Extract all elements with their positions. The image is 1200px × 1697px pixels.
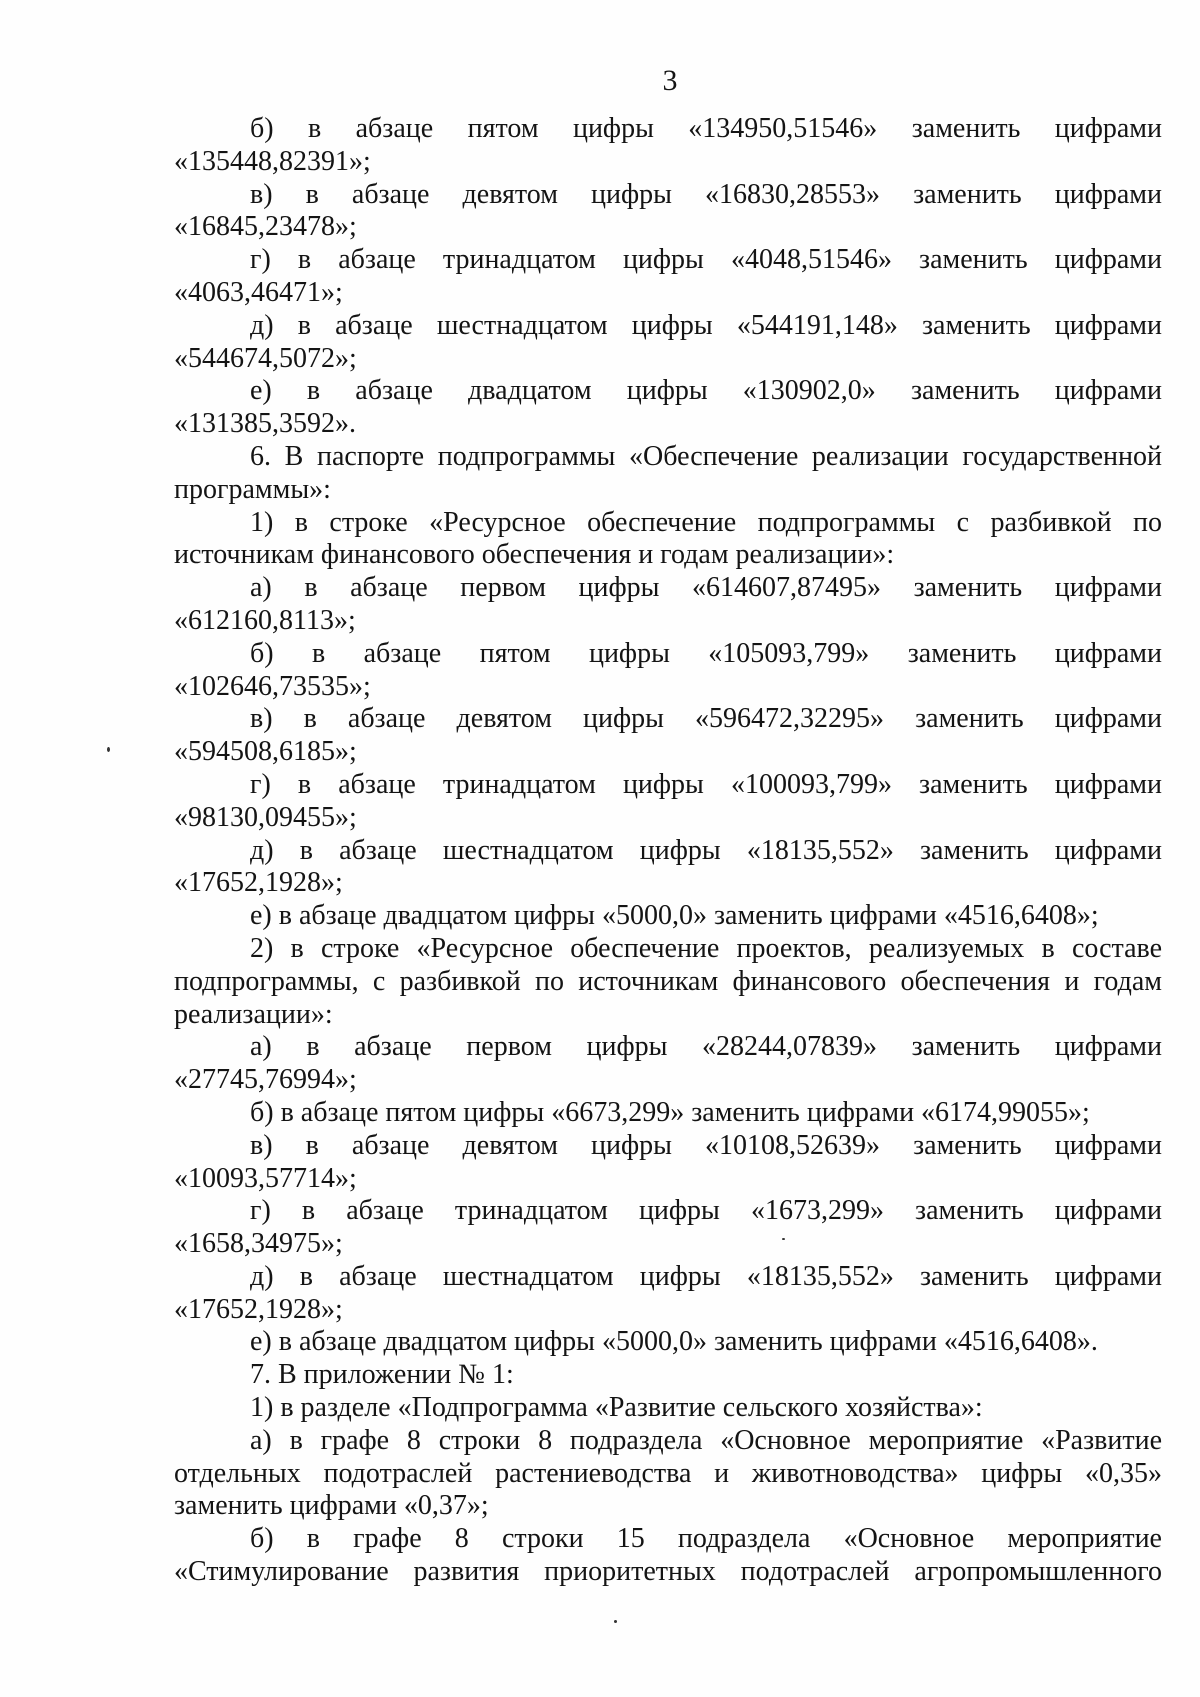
- paragraph-continuation: «135448,82391»;: [174, 145, 371, 177]
- paragraph: б) в абзаце пятом цифры «134950,51546» заменить цифрами: [250, 113, 1162, 144]
- paragraph: д) в абзаце шестнадцатом цифры «18135,552» заменить цифрами: [250, 834, 1162, 866]
- scan-speck: [107, 747, 110, 752]
- paragraph-continuation: «1658,34975»;: [174, 1228, 343, 1260]
- paragraph: е) в абзаце двадцатом цифры «5000,0» заменить цифрами «4516,6408»;: [250, 900, 1099, 932]
- paragraph-continuation: «131385,3592».: [174, 408, 356, 440]
- paragraph-continuation: «594508,6185»;: [174, 736, 357, 768]
- paragraph-continuation: «612160,8113»;: [174, 604, 356, 636]
- paragraph: д) в абзаце шестнадцатом цифры «18135,552» заменить цифрами: [250, 1260, 1162, 1292]
- paragraph: в) в абзаце девятом цифры «10108,52639» заменить цифрами: [250, 1129, 1162, 1161]
- paragraph: е) в абзаце двадцатом цифры «130902,0» заменить цифрами: [250, 375, 1162, 407]
- paragraph: а) в графе 8 строки 8 подраздела «Основное мероприятие «Развитие отдельных подотраслей растениеводства и животноводства» цифры «0,35» заменить цифрами «0,37»;: [174, 1424, 1162, 1522]
- scan-speck: [614, 1620, 617, 1623]
- paragraph-continuation: «17652,1928»;: [174, 867, 343, 899]
- paragraph-continuation: «98130,09455»;: [174, 801, 357, 833]
- paragraph: б) в графе 8 строки 15 подраздела «Основное мероприятие «Стимулирование развития приоритетных подотраслей агропромышленного: [174, 1523, 1162, 1588]
- paragraph-continuation: «544674,5072»;: [174, 342, 357, 374]
- paragraph-continuation: «102646,73535»;: [174, 670, 371, 702]
- paragraph-continuation: «16845,23478»;: [174, 211, 357, 243]
- paragraph: г) в абзаце тринадцатом цифры «1673,299» заменить цифрами: [250, 1195, 1162, 1227]
- paragraph: 1) в разделе «Подпрограмма «Развитие сельского хозяйства»:: [250, 1392, 983, 1424]
- paragraph: е) в абзаце двадцатом цифры «5000,0» заменить цифрами «4516,6408».: [250, 1326, 1098, 1358]
- paragraph: б) в абзаце пятом цифры «6673,299» заменить цифрами «6174,99055»;: [250, 1096, 1090, 1128]
- paragraph: в) в абзаце девятом цифры «596472,32295» заменить цифрами: [250, 703, 1162, 735]
- paragraph: а) в абзаце первом цифры «28244,07839» заменить цифрами: [250, 1031, 1162, 1063]
- paragraph-continuation: «4063,46471»;: [174, 276, 343, 308]
- paragraph: а) в абзаце первом цифры «614607,87495» заменить цифрами: [250, 572, 1162, 604]
- paragraph-continuation: «17652,1928»;: [174, 1293, 343, 1325]
- paragraph: в) в абзаце девятом цифры «16830,28553» заменить цифрами: [250, 178, 1162, 210]
- paragraph: б) в абзаце пятом цифры «105093,799» заменить цифрами: [250, 637, 1162, 669]
- document-body: [174, 113, 1162, 1589]
- scan-speck: [782, 1238, 785, 1240]
- paragraph-continuation: «10093,57714»;: [174, 1162, 357, 1194]
- page-number: 3: [662, 64, 678, 97]
- paragraph: 2) в строке «Ресурсное обеспечение проектов, реализуемых в составе подпрограммы, с разбивкой по источникам финансового обеспечения и годам реализации»:: [174, 932, 1162, 1030]
- paragraph-continuation: «27745,76994»;: [174, 1064, 357, 1096]
- paragraph: д) в абзаце шестнадцатом цифры «544191,148» заменить цифрами: [250, 309, 1162, 341]
- paragraph: г) в абзаце тринадцатом цифры «4048,51546» заменить цифрами: [250, 244, 1162, 276]
- paragraph: 1) в строке «Ресурсное обеспечение подпрограммы с разбивкой по источникам финансового обеспечения и годам реализации»:: [174, 506, 1162, 571]
- paragraph: 6. В паспорте подпрограммы «Обеспечение реализации государственной программы»:: [174, 440, 1162, 505]
- paragraph: г) в абзаце тринадцатом цифры «100093,799» заменить цифрами: [250, 768, 1162, 800]
- paragraph: 7. В приложении № 1:: [250, 1359, 514, 1391]
